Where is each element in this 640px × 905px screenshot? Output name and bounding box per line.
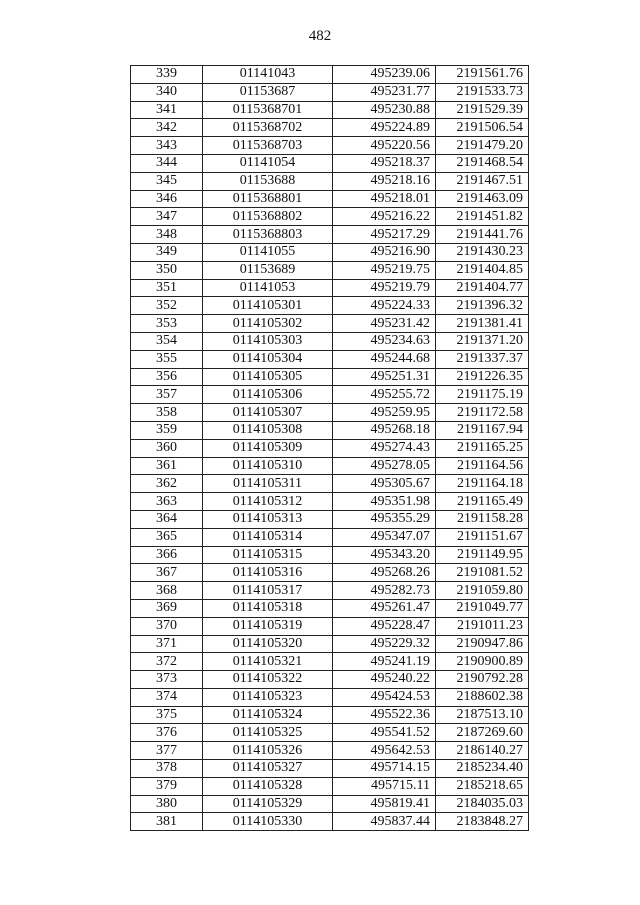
y-coordinate-cell: 2191165.25 [436, 439, 529, 457]
row-number-cell: 373 [131, 671, 203, 689]
row-number-cell: 367 [131, 564, 203, 582]
y-coordinate-cell: 2187513.10 [436, 706, 529, 724]
y-coordinate-cell: 2183848.27 [436, 813, 529, 831]
point-id-cell: 01141055 [203, 243, 333, 261]
point-id-cell: 0115368702 [203, 119, 333, 137]
y-coordinate-cell: 2191081.52 [436, 564, 529, 582]
x-coordinate-cell: 495714.15 [333, 760, 436, 778]
x-coordinate-cell: 495220.56 [333, 137, 436, 155]
x-coordinate-cell: 495231.77 [333, 83, 436, 101]
point-id-cell: 0114105302 [203, 315, 333, 333]
table-row [131, 777, 529, 795]
point-id-cell: 01153689 [203, 261, 333, 279]
x-coordinate-cell: 495268.26 [333, 564, 436, 582]
page-number: 482 [308, 28, 332, 44]
table-row [131, 404, 529, 422]
row-number-cell: 364 [131, 510, 203, 528]
x-coordinate-cell: 495259.95 [333, 404, 436, 422]
point-id-cell: 0114105316 [203, 564, 333, 582]
table-row [131, 83, 529, 101]
table-row [131, 546, 529, 564]
row-number-cell: 340 [131, 83, 203, 101]
table-row [131, 475, 529, 493]
y-coordinate-cell: 2191226.35 [436, 368, 529, 386]
x-coordinate-cell: 495229.32 [333, 635, 436, 653]
y-coordinate-cell: 2191463.09 [436, 190, 529, 208]
row-number-cell: 368 [131, 582, 203, 600]
row-number-cell: 344 [131, 154, 203, 172]
table-row [131, 243, 529, 261]
table-row [131, 101, 529, 119]
table-row [131, 510, 529, 528]
y-coordinate-cell: 2184035.03 [436, 795, 529, 813]
y-coordinate-cell: 2191441.76 [436, 226, 529, 244]
point-id-cell: 0115368701 [203, 101, 333, 119]
y-coordinate-cell: 2191479.20 [436, 137, 529, 155]
row-number-cell: 375 [131, 706, 203, 724]
point-id-cell: 0114105309 [203, 439, 333, 457]
row-number-cell: 348 [131, 226, 203, 244]
x-coordinate-cell: 495218.16 [333, 172, 436, 190]
table-row [131, 137, 529, 155]
row-number-cell: 381 [131, 813, 203, 831]
point-id-cell: 0114105304 [203, 350, 333, 368]
x-coordinate-cell: 495837.44 [333, 813, 436, 831]
table-row [131, 742, 529, 760]
point-id-cell: 01153687 [203, 83, 333, 101]
x-coordinate-cell: 495216.22 [333, 208, 436, 226]
x-coordinate-cell: 495255.72 [333, 386, 436, 404]
table-row [131, 671, 529, 689]
x-coordinate-cell: 495218.37 [333, 154, 436, 172]
row-number-cell: 371 [131, 635, 203, 653]
point-id-cell: 0114105319 [203, 617, 333, 635]
x-coordinate-cell: 495343.20 [333, 546, 436, 564]
row-number-cell: 370 [131, 617, 203, 635]
x-coordinate-cell: 495218.01 [333, 190, 436, 208]
table-row [131, 599, 529, 617]
x-coordinate-cell: 495274.43 [333, 439, 436, 457]
table-row [131, 653, 529, 671]
row-number-cell: 365 [131, 528, 203, 546]
point-id-cell: 0114105306 [203, 386, 333, 404]
row-number-cell: 339 [131, 66, 203, 84]
table-row [131, 564, 529, 582]
x-coordinate-cell: 495424.53 [333, 688, 436, 706]
y-coordinate-cell: 2186140.27 [436, 742, 529, 760]
table-row [131, 190, 529, 208]
point-id-cell: 0114105329 [203, 795, 333, 813]
table-row [131, 386, 529, 404]
x-coordinate-cell: 495351.98 [333, 493, 436, 511]
y-coordinate-cell: 2187269.60 [436, 724, 529, 742]
row-number-cell: 351 [131, 279, 203, 297]
y-coordinate-cell: 2191172.58 [436, 404, 529, 422]
point-id-cell: 0114105326 [203, 742, 333, 760]
table-row [131, 279, 529, 297]
x-coordinate-cell: 495347.07 [333, 528, 436, 546]
table-row [131, 706, 529, 724]
x-coordinate-cell: 495261.47 [333, 599, 436, 617]
row-number-cell: 357 [131, 386, 203, 404]
row-number-cell: 349 [131, 243, 203, 261]
table-row [131, 439, 529, 457]
table-row [131, 208, 529, 226]
point-id-cell: 0114105305 [203, 368, 333, 386]
point-id-cell: 0114105321 [203, 653, 333, 671]
point-id-cell: 0114105318 [203, 599, 333, 617]
row-number-cell: 358 [131, 404, 203, 422]
y-coordinate-cell: 2191149.95 [436, 546, 529, 564]
x-coordinate-cell: 495715.11 [333, 777, 436, 795]
table-row [131, 350, 529, 368]
row-number-cell: 369 [131, 599, 203, 617]
point-id-cell: 0114105312 [203, 493, 333, 511]
point-id-cell: 0114105301 [203, 297, 333, 315]
y-coordinate-cell: 2191467.51 [436, 172, 529, 190]
table-row [131, 332, 529, 350]
y-coordinate-cell: 2191158.28 [436, 510, 529, 528]
table-row [131, 297, 529, 315]
y-coordinate-cell: 2191430.23 [436, 243, 529, 261]
row-number-cell: 372 [131, 653, 203, 671]
row-number-cell: 377 [131, 742, 203, 760]
table-row [131, 315, 529, 333]
y-coordinate-cell: 2191164.18 [436, 475, 529, 493]
y-coordinate-cell: 2191164.56 [436, 457, 529, 475]
row-number-cell: 343 [131, 137, 203, 155]
row-number-cell: 356 [131, 368, 203, 386]
row-number-cell: 380 [131, 795, 203, 813]
y-coordinate-cell: 2190792.28 [436, 671, 529, 689]
x-coordinate-cell: 495231.42 [333, 315, 436, 333]
x-coordinate-cell: 495219.75 [333, 261, 436, 279]
point-id-cell: 0114105315 [203, 546, 333, 564]
y-coordinate-cell: 2190947.86 [436, 635, 529, 653]
point-id-cell: 01141053 [203, 279, 333, 297]
point-id-cell: 0114105322 [203, 671, 333, 689]
y-coordinate-cell: 2191381.41 [436, 315, 529, 333]
x-coordinate-cell: 495268.18 [333, 421, 436, 439]
row-number-cell: 379 [131, 777, 203, 795]
y-coordinate-cell: 2185234.40 [436, 760, 529, 778]
table-row [131, 760, 529, 778]
x-coordinate-cell: 495244.68 [333, 350, 436, 368]
row-number-cell: 366 [131, 546, 203, 564]
x-coordinate-cell: 495228.47 [333, 617, 436, 635]
x-coordinate-cell: 495239.06 [333, 66, 436, 84]
table-row [131, 582, 529, 600]
coordinates-table [130, 65, 529, 831]
point-id-cell: 0114105330 [203, 813, 333, 831]
x-coordinate-cell: 495240.22 [333, 671, 436, 689]
x-coordinate-cell: 495230.88 [333, 101, 436, 119]
table-row [131, 261, 529, 279]
y-coordinate-cell: 2191167.94 [436, 421, 529, 439]
y-coordinate-cell: 2191468.54 [436, 154, 529, 172]
row-number-cell: 346 [131, 190, 203, 208]
row-number-cell: 374 [131, 688, 203, 706]
row-number-cell: 376 [131, 724, 203, 742]
point-id-cell: 0114105324 [203, 706, 333, 724]
x-coordinate-cell: 495224.33 [333, 297, 436, 315]
table-row [131, 421, 529, 439]
row-number-cell: 345 [131, 172, 203, 190]
y-coordinate-cell: 2191371.20 [436, 332, 529, 350]
row-number-cell: 341 [131, 101, 203, 119]
row-number-cell: 361 [131, 457, 203, 475]
x-coordinate-cell: 495305.67 [333, 475, 436, 493]
row-number-cell: 342 [131, 119, 203, 137]
point-id-cell: 0115368703 [203, 137, 333, 155]
table-row [131, 724, 529, 742]
table-row [131, 493, 529, 511]
row-number-cell: 355 [131, 350, 203, 368]
row-number-cell: 362 [131, 475, 203, 493]
x-coordinate-cell: 495251.31 [333, 368, 436, 386]
point-id-cell: 0115368801 [203, 190, 333, 208]
y-coordinate-cell: 2191175.19 [436, 386, 529, 404]
table-row [131, 635, 529, 653]
y-coordinate-cell: 2191151.67 [436, 528, 529, 546]
y-coordinate-cell: 2191404.77 [436, 279, 529, 297]
x-coordinate-cell: 495522.36 [333, 706, 436, 724]
y-coordinate-cell: 2191561.76 [436, 66, 529, 84]
row-number-cell: 350 [131, 261, 203, 279]
point-id-cell: 0114105325 [203, 724, 333, 742]
y-coordinate-cell: 2191529.39 [436, 101, 529, 119]
point-id-cell: 01141043 [203, 66, 333, 84]
x-coordinate-cell: 495241.19 [333, 653, 436, 671]
row-number-cell: 359 [131, 421, 203, 439]
row-number-cell: 363 [131, 493, 203, 511]
y-coordinate-cell: 2191396.32 [436, 297, 529, 315]
point-id-cell: 0114105328 [203, 777, 333, 795]
point-id-cell: 01141054 [203, 154, 333, 172]
table-row [131, 172, 529, 190]
x-coordinate-cell: 495819.41 [333, 795, 436, 813]
point-id-cell: 0114105311 [203, 475, 333, 493]
row-number-cell: 354 [131, 332, 203, 350]
y-coordinate-cell: 2191451.82 [436, 208, 529, 226]
x-coordinate-cell: 495224.89 [333, 119, 436, 137]
row-number-cell: 347 [131, 208, 203, 226]
table-row [131, 688, 529, 706]
table-row [131, 119, 529, 137]
point-id-cell: 0114105323 [203, 688, 333, 706]
x-coordinate-cell: 495234.63 [333, 332, 436, 350]
x-coordinate-cell: 495355.29 [333, 510, 436, 528]
y-coordinate-cell: 2185218.65 [436, 777, 529, 795]
row-number-cell: 360 [131, 439, 203, 457]
table-row [131, 154, 529, 172]
point-id-cell: 0114105307 [203, 404, 333, 422]
point-id-cell: 0114105313 [203, 510, 333, 528]
x-coordinate-cell: 495278.05 [333, 457, 436, 475]
point-id-cell: 0114105310 [203, 457, 333, 475]
table-row [131, 457, 529, 475]
x-coordinate-cell: 495219.79 [333, 279, 436, 297]
y-coordinate-cell: 2190900.89 [436, 653, 529, 671]
point-id-cell: 0114105317 [203, 582, 333, 600]
point-id-cell: 0115368803 [203, 226, 333, 244]
y-coordinate-cell: 2188602.38 [436, 688, 529, 706]
point-id-cell: 0114105303 [203, 332, 333, 350]
x-coordinate-cell: 495216.90 [333, 243, 436, 261]
table-row [131, 66, 529, 84]
coordinates-table-body [131, 66, 529, 831]
table-row [131, 528, 529, 546]
x-coordinate-cell: 495217.29 [333, 226, 436, 244]
y-coordinate-cell: 2191049.77 [436, 599, 529, 617]
y-coordinate-cell: 2191533.73 [436, 83, 529, 101]
x-coordinate-cell: 495541.52 [333, 724, 436, 742]
y-coordinate-cell: 2191165.49 [436, 493, 529, 511]
row-number-cell: 352 [131, 297, 203, 315]
table-row [131, 368, 529, 386]
table-row [131, 617, 529, 635]
y-coordinate-cell: 2191011.23 [436, 617, 529, 635]
point-id-cell: 0114105320 [203, 635, 333, 653]
x-coordinate-cell: 495282.73 [333, 582, 436, 600]
x-coordinate-cell: 495642.53 [333, 742, 436, 760]
point-id-cell: 0115368802 [203, 208, 333, 226]
y-coordinate-cell: 2191059.80 [436, 582, 529, 600]
y-coordinate-cell: 2191506.54 [436, 119, 529, 137]
row-number-cell: 378 [131, 760, 203, 778]
point-id-cell: 0114105327 [203, 760, 333, 778]
y-coordinate-cell: 2191404.85 [436, 261, 529, 279]
point-id-cell: 0114105314 [203, 528, 333, 546]
y-coordinate-cell: 2191337.37 [436, 350, 529, 368]
row-number-cell: 353 [131, 315, 203, 333]
table-row [131, 795, 529, 813]
point-id-cell: 0114105308 [203, 421, 333, 439]
table-row [131, 226, 529, 244]
point-id-cell: 01153688 [203, 172, 333, 190]
table-row [131, 813, 529, 831]
